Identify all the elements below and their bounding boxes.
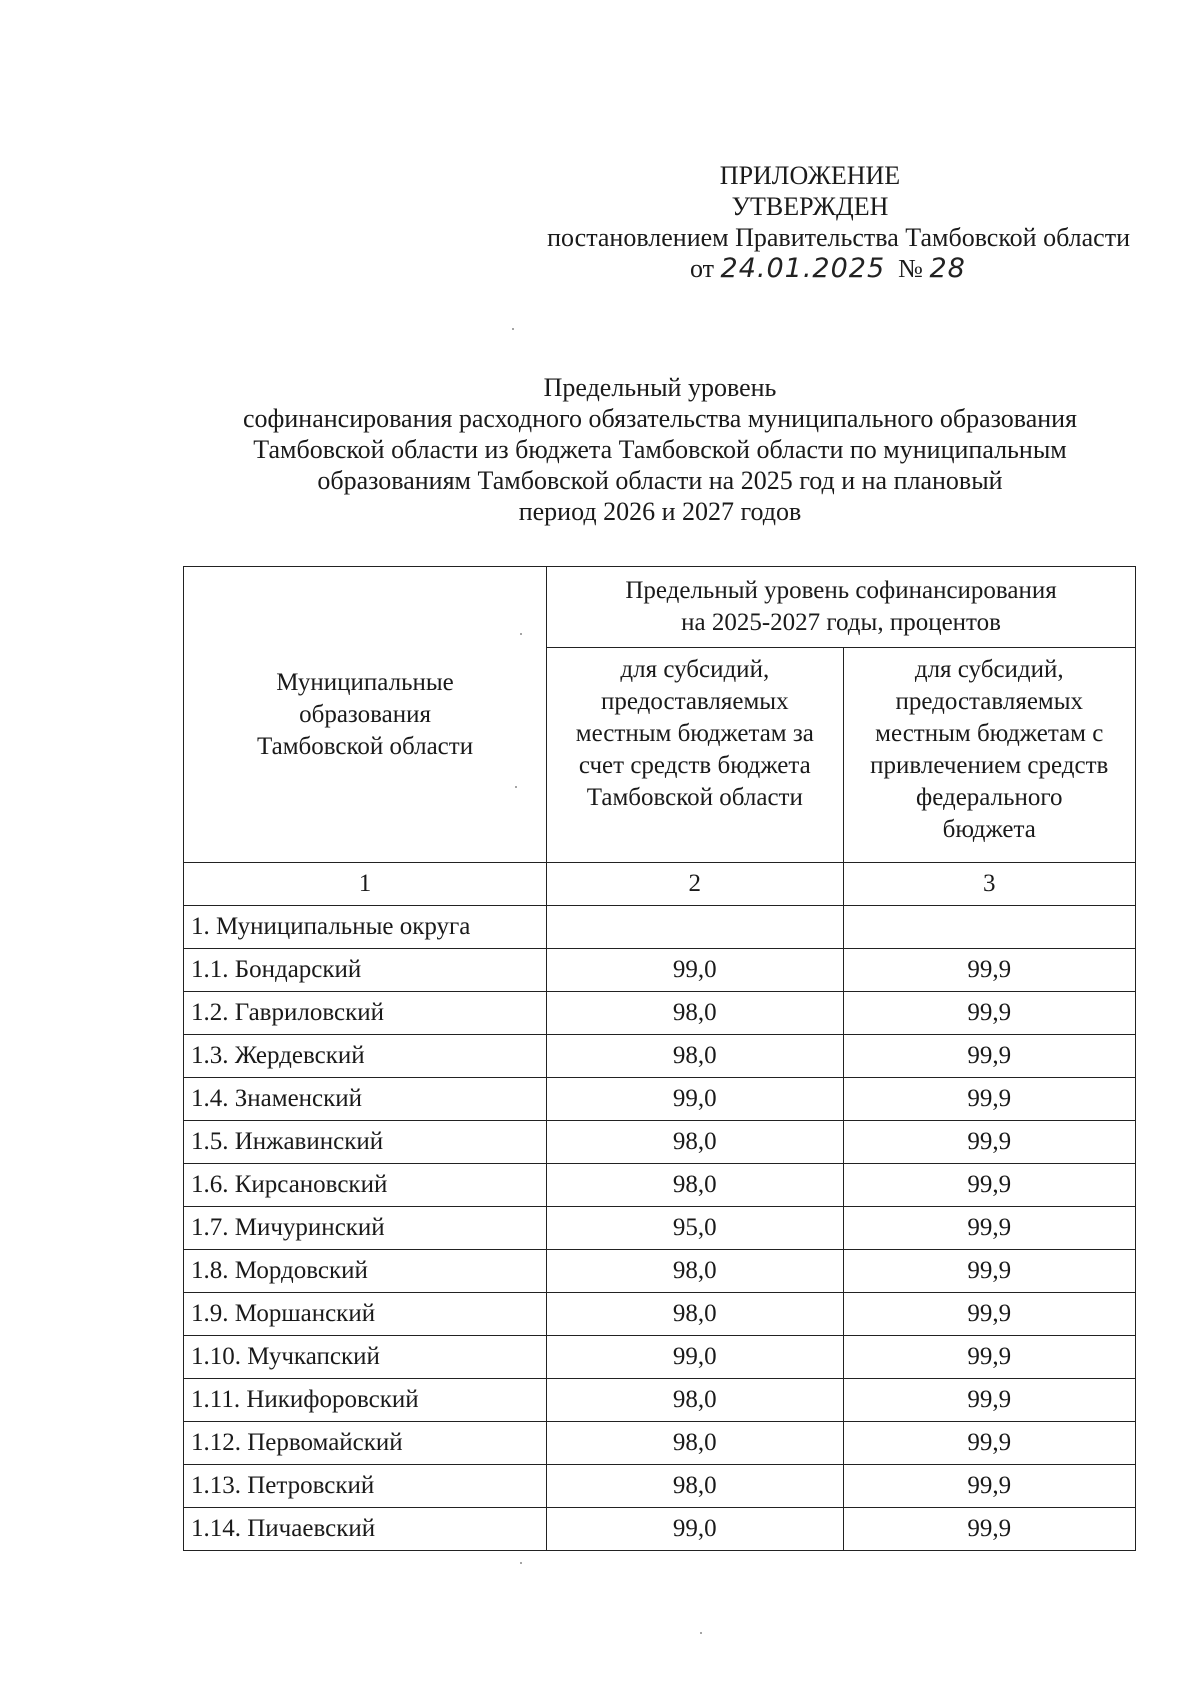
municipality-name: 1.12. Первомайский [184, 1422, 547, 1465]
table-row [184, 1465, 1136, 1508]
handwritten-date: 24.01.2025 [720, 253, 886, 284]
scan-speck [512, 328, 514, 330]
regional-rate: 98,0 [547, 992, 843, 1035]
approved-label: УТВЕРЖДЕН [731, 192, 889, 221]
federal-rate: 99,9 [843, 1465, 1135, 1508]
municipality-name: 1. Муниципальные округа [184, 906, 547, 949]
federal-rate: 99,9 [843, 1422, 1135, 1465]
header-cofinancing-level: Предельный уровень софинансирования на 2025-2027 годы, процентов [547, 567, 1136, 648]
municipality-name: 1.9. Моршанский [184, 1293, 547, 1336]
federal-rate: 99,9 [843, 1293, 1135, 1336]
regional-rate: 98,0 [547, 1250, 843, 1293]
municipality-name: 1.11. Никифоровский [184, 1379, 547, 1422]
table-row [184, 1164, 1136, 1207]
regional-rate: 99,0 [547, 1508, 843, 1551]
scan-speck [515, 786, 517, 788]
municipality-name: 1.10. Мучкапский [184, 1336, 547, 1379]
federal-rate: 99,9 [843, 992, 1135, 1035]
table-row [184, 1121, 1136, 1164]
title-line: Тамбовской области из бюджета Тамбовской области по муниципальным [253, 435, 1067, 464]
federal-rate: 99,9 [843, 1207, 1135, 1250]
federal-rate [843, 906, 1135, 949]
regional-rate: 98,0 [547, 1121, 843, 1164]
municipality-name: 1.2. Гавриловский [184, 992, 547, 1035]
date-prefix: от [690, 254, 715, 283]
title-line: период 2026 и 2027 годов [518, 497, 802, 526]
table-row [184, 1250, 1136, 1293]
table-row [184, 1078, 1136, 1121]
regional-rate: 99,0 [547, 1078, 843, 1121]
regional-rate [547, 906, 843, 949]
regional-rate: 98,0 [547, 1422, 843, 1465]
header-municipalities: Муниципальные образования Тамбовской области [184, 567, 547, 863]
column-number-row [184, 863, 1136, 906]
federal-rate: 99,9 [843, 1250, 1135, 1293]
regional-rate: 99,0 [547, 949, 843, 992]
table-row [184, 949, 1136, 992]
scan-speck [520, 633, 522, 635]
federal-rate: 99,9 [843, 1508, 1135, 1551]
number-prefix: № [898, 254, 923, 283]
municipality-name: 1.4. Знаменский [184, 1078, 547, 1121]
header-regional-subsidies: для субсидий, предоставляемых местным бюджетам за счет средств бюджета Тамбовской области [547, 648, 843, 863]
approval-block [470, 160, 1140, 284]
document-title [180, 372, 1140, 527]
federal-rate: 99,9 [843, 1164, 1135, 1207]
cofinancing-table [183, 566, 1136, 1551]
federal-rate: 99,9 [843, 1078, 1135, 1121]
table-row [184, 1293, 1136, 1336]
scan-speck [520, 1562, 522, 1564]
table-row [184, 1379, 1136, 1422]
column-number: 3 [843, 863, 1135, 906]
header-federal-subsidies: для субсидий, предоставляемых местным бюджетам с привлечением средств федерального бюджета [843, 648, 1135, 863]
title-line: образованиям Тамбовской области на 2025 год и на плановый [317, 466, 1003, 495]
table-row [184, 1035, 1136, 1078]
table-row [184, 1336, 1136, 1379]
municipality-name: 1.7. Мичуринский [184, 1207, 547, 1250]
regional-rate: 98,0 [547, 1164, 843, 1207]
municipality-name: 1.1. Бондарский [184, 949, 547, 992]
federal-rate: 99,9 [843, 1035, 1135, 1078]
table-row [184, 1422, 1136, 1465]
regional-rate: 95,0 [547, 1207, 843, 1250]
municipality-name: 1.3. Жердевский [184, 1035, 547, 1078]
municipality-name: 1.8. Мордовский [184, 1250, 547, 1293]
federal-rate: 99,9 [843, 949, 1135, 992]
regional-rate: 98,0 [547, 1379, 843, 1422]
table-row [184, 906, 1136, 949]
regional-rate: 98,0 [547, 1465, 843, 1508]
municipality-name: 1.13. Петровский [184, 1465, 547, 1508]
municipality-name: 1.14. Пичаевский [184, 1508, 547, 1551]
column-number: 2 [547, 863, 843, 906]
column-number: 1 [184, 863, 547, 906]
table-row [184, 1508, 1136, 1551]
title-line: Предельный уровень [543, 373, 777, 402]
appendix-label: ПРИЛОЖЕНИЕ [719, 161, 901, 190]
regional-rate: 98,0 [547, 1293, 843, 1336]
title-line: софинансирования расходного обязательства муниципального образования [242, 404, 1078, 433]
scan-speck [700, 1632, 702, 1634]
table-row [184, 992, 1136, 1035]
federal-rate: 99,9 [843, 1336, 1135, 1379]
resolution-label: постановлением Правительства Тамбовской области [547, 223, 1130, 252]
municipality-name: 1.5. Инжавинский [184, 1121, 547, 1164]
handwritten-number: 28 [929, 253, 966, 284]
regional-rate: 98,0 [547, 1035, 843, 1078]
municipality-name: 1.6. Кирсановский [184, 1164, 547, 1207]
regional-rate: 99,0 [547, 1336, 843, 1379]
table-row [184, 1207, 1136, 1250]
date-line [690, 253, 1090, 284]
federal-rate: 99,9 [843, 1121, 1135, 1164]
federal-rate: 99,9 [843, 1379, 1135, 1422]
